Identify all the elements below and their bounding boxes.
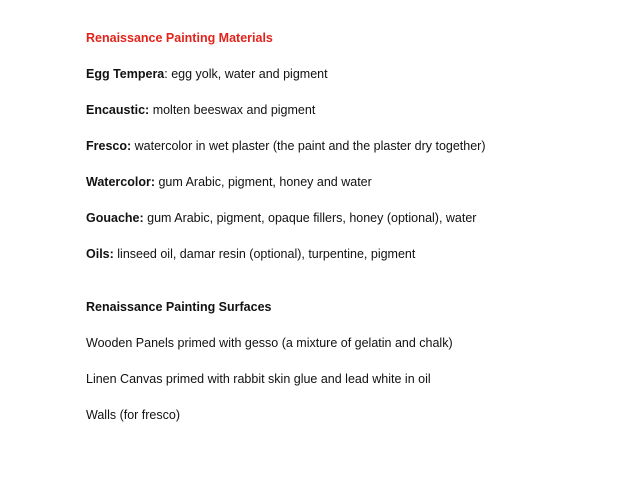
material-item-encaustic <box>86 102 315 118</box>
material-item-fresco <box>86 138 486 154</box>
material-term: Gouache: <box>86 211 144 225</box>
material-term: Oils: <box>86 247 114 261</box>
material-term: Fresco: <box>86 139 132 153</box>
material-description: gum Arabic, pigment, opaque fillers, honey (optional), water <box>143 211 477 225</box>
material-term: Egg Tempera <box>86 67 165 81</box>
material-item-watercolor <box>86 174 372 190</box>
material-item-gouache <box>86 210 476 226</box>
material-description: egg yolk, water and pigment <box>167 67 328 81</box>
material-description: linseed oil, damar resin (optional), turpentine, pigment <box>113 247 416 261</box>
material-description: molten beeswax and pigment <box>149 103 316 117</box>
material-item-egg-tempera <box>86 66 328 82</box>
surface-item-walls: Walls (for fresco) <box>86 408 180 422</box>
material-term: Encaustic: <box>86 103 150 117</box>
material-separator: : <box>164 67 168 81</box>
material-description: gum Arabic, pigment, honey and water <box>155 175 372 189</box>
materials-heading: Renaissance Painting Materials <box>86 31 273 45</box>
material-item-oils <box>86 246 415 262</box>
surface-item-wooden-panels: Wooden Panels primed with gesso (a mixture of gelatin and chalk) <box>86 336 453 350</box>
material-description: watercolor in wet plaster (the paint and the plaster dry together) <box>131 139 486 153</box>
surface-item-linen-canvas: Linen Canvas primed with rabbit skin glue and lead white in oil <box>86 372 431 386</box>
material-term: Watercolor: <box>86 175 155 189</box>
surfaces-heading: Renaissance Painting Surfaces <box>86 300 272 314</box>
